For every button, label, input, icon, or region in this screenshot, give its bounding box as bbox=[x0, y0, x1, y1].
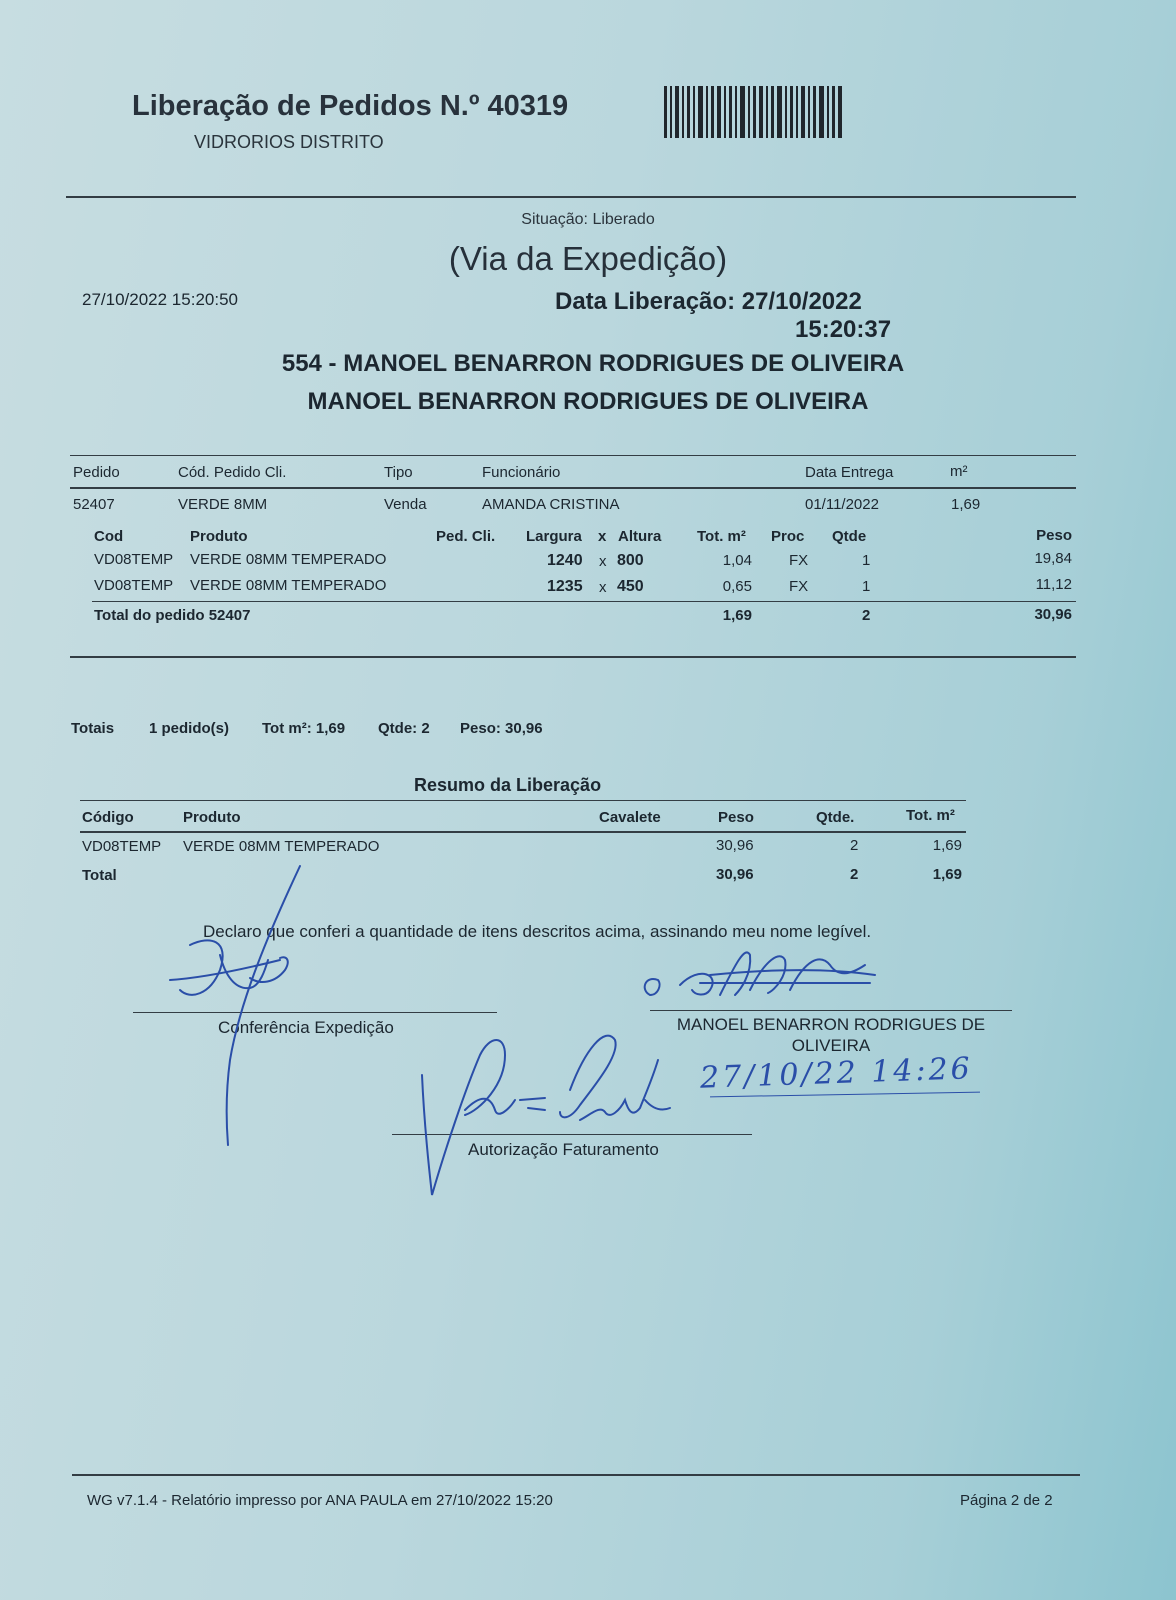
item-tot-m2: 0,65 bbox=[722, 578, 752, 595]
item-header-tot-m2: Tot. m² bbox=[697, 528, 746, 545]
item-proc: FX bbox=[789, 552, 809, 569]
company-name: VIDRORIOS DISTRITO bbox=[194, 132, 384, 152]
item-header-qtde: Qtde bbox=[832, 528, 867, 545]
summary-produto: VERDE 08MM TEMPERADO bbox=[183, 838, 380, 855]
order-m2: 1,69 bbox=[951, 496, 981, 513]
totals-qtde: Qtde: 2 bbox=[378, 720, 430, 737]
totals-pedidos: 1 pedido(s) bbox=[149, 720, 230, 737]
totals-peso: Peso: 30,96 bbox=[460, 720, 543, 737]
client-code-name: 554 - MANOEL BENARRON RODRIGUES DE OLIVEIRA bbox=[281, 350, 905, 377]
item-x: x bbox=[599, 553, 607, 570]
item-cod: VD08TEMP bbox=[94, 551, 174, 568]
col-header-cod-pedido-cli: Cód. Pedido Cli. bbox=[178, 464, 287, 481]
client-name: MANOEL BENARRON RODRIGUES DE OLIVEIRA bbox=[307, 388, 869, 415]
status-text: Situação: Liberado bbox=[521, 211, 655, 228]
item-proc: FX bbox=[789, 578, 809, 595]
summary-header-tot-m2: Tot. m² bbox=[906, 807, 955, 824]
col-header-data-entrega: Data Entrega bbox=[805, 464, 894, 481]
order-total-label: Total do pedido 52407 bbox=[94, 607, 251, 624]
item-largura: 1240 bbox=[547, 552, 583, 569]
item-peso: 11,12 bbox=[1035, 576, 1072, 593]
item-produto: VERDE 08MM TEMPERADO bbox=[190, 577, 387, 594]
barcode-icon bbox=[664, 86, 842, 138]
release-time: 15:20:37 bbox=[795, 316, 892, 343]
order-total-qtde: 2 bbox=[862, 607, 871, 624]
header-divider bbox=[66, 196, 1076, 198]
item-qtde: 1 bbox=[862, 552, 871, 569]
signature-conferencia-drawing bbox=[150, 860, 310, 1150]
item-header-proc: Proc bbox=[771, 528, 805, 545]
item-header-cod: Cod bbox=[94, 528, 124, 545]
summary-total-qtde: 2 bbox=[850, 866, 859, 883]
order-pedido: 52407 bbox=[73, 496, 115, 513]
summary-qtde: 2 bbox=[850, 837, 859, 854]
order-funcionario: AMANDA CRISTINA bbox=[482, 496, 620, 513]
item-header-altura: Altura bbox=[618, 528, 662, 545]
col-header-tipo: Tipo bbox=[384, 464, 413, 481]
item-header-produto: Produto bbox=[190, 528, 248, 545]
item-altura: 450 bbox=[617, 578, 644, 595]
item-header-peso: Peso bbox=[1036, 527, 1072, 544]
declaration-text: Declaro que conferi a quantidade de itens descritos acima, assinando meu nome legível. bbox=[203, 922, 872, 941]
summary-header-produto: Produto bbox=[183, 809, 241, 826]
summary-header-rule bbox=[80, 831, 966, 833]
summary-header-cavalete: Cavalete bbox=[599, 809, 661, 826]
item-header-ped-cli: Ped. Cli. bbox=[436, 528, 496, 545]
order-cod-pedido-cli: VERDE 8MM bbox=[178, 496, 268, 513]
item-tot-m2: 1,04 bbox=[722, 552, 752, 569]
summary-top-rule bbox=[80, 800, 966, 801]
col-header-funcionario: Funcionário bbox=[482, 464, 561, 481]
item-altura: 800 bbox=[617, 552, 644, 569]
signature-autorizacao-drawing bbox=[420, 1030, 690, 1200]
summary-total-label: Total bbox=[82, 867, 117, 884]
summary-title: Resumo da Liberação bbox=[414, 775, 602, 795]
signature-label-client-2: OLIVEIRA bbox=[791, 1036, 871, 1055]
summary-total-peso: 30,96 bbox=[716, 866, 754, 883]
signature-client-drawing bbox=[640, 945, 890, 1015]
order-total-rule bbox=[92, 601, 1076, 602]
summary-header-qtde: Qtde. bbox=[816, 809, 855, 826]
signature-label-client-1: MANOEL BENARRON RODRIGUES DE bbox=[676, 1015, 986, 1034]
summary-codigo: VD08TEMP bbox=[82, 838, 162, 855]
item-header-largura: Largura bbox=[526, 528, 582, 545]
handwritten-date: 27/10/22 14:26 bbox=[699, 1051, 974, 1096]
copy-type: (Via da Expedição) bbox=[448, 240, 728, 277]
order-data-entrega: 01/11/2022 bbox=[805, 496, 879, 513]
order-header-rule bbox=[70, 487, 1076, 489]
summary-tot-m2: 1,69 bbox=[932, 837, 962, 854]
item-cod: VD08TEMP bbox=[94, 577, 174, 594]
item-peso: 19,84 bbox=[1034, 550, 1072, 567]
footer-rule bbox=[72, 1474, 1080, 1476]
page-number: Página 2 de 2 bbox=[960, 1492, 1053, 1509]
release-date: Data Liberação: 27/10/2022 bbox=[555, 288, 862, 315]
item-qtde: 1 bbox=[862, 578, 871, 595]
col-header-pedido: Pedido bbox=[73, 464, 120, 481]
order-bottom-rule bbox=[70, 656, 1076, 658]
item-produto: VERDE 08MM TEMPERADO bbox=[190, 551, 387, 568]
printed-timestamp: 27/10/2022 15:20:50 bbox=[82, 290, 238, 309]
item-x: x bbox=[599, 579, 607, 596]
footer-printed-by: WG v7.1.4 - Relatório impresso por ANA PAULA em 27/10/2022 15:20 bbox=[87, 1492, 553, 1509]
item-largura: 1235 bbox=[547, 578, 583, 595]
col-header-m2: m² bbox=[950, 463, 968, 480]
signature-label-autorizacao: Autorização Faturamento bbox=[468, 1140, 659, 1159]
order-top-rule bbox=[70, 455, 1076, 456]
totals-label: Totais bbox=[71, 720, 115, 737]
signature-label-conferencia: Conferência Expedição bbox=[218, 1018, 394, 1037]
document-title: Liberação de Pedidos N.º 40319 bbox=[132, 90, 569, 122]
order-total-m2: 1,69 bbox=[722, 607, 752, 624]
item-header-x: x bbox=[598, 528, 607, 545]
summary-header-peso: Peso bbox=[718, 809, 754, 826]
totals-m2: Tot m²: 1,69 bbox=[262, 720, 346, 737]
summary-peso: 30,96 bbox=[716, 837, 754, 854]
order-tipo: Venda bbox=[384, 496, 427, 513]
summary-header-codigo: Código bbox=[82, 809, 134, 826]
summary-total-tot-m2: 1,69 bbox=[932, 866, 962, 883]
order-total-peso: 30,96 bbox=[1034, 606, 1072, 623]
